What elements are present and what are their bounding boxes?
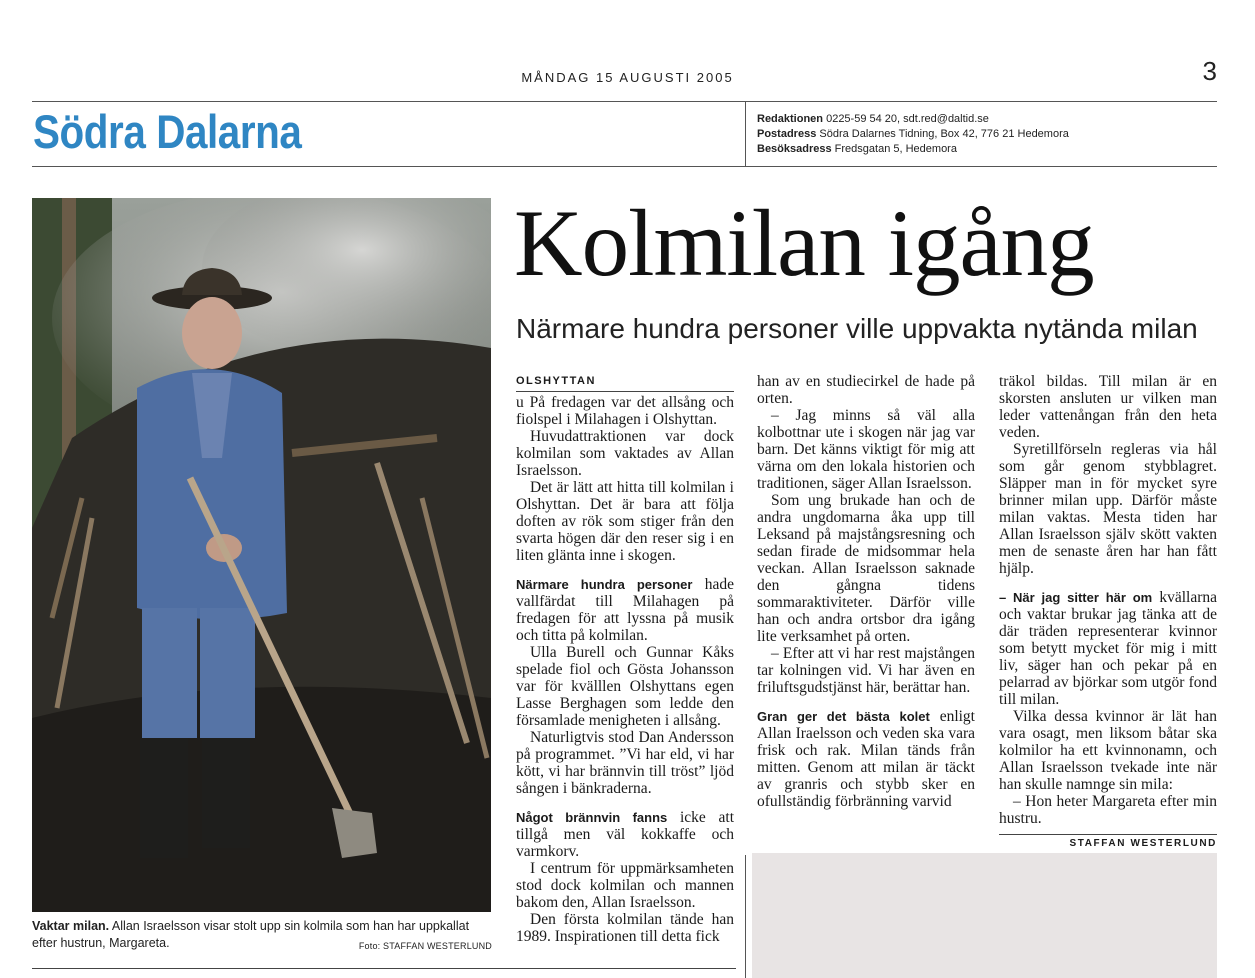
section-title: Södra Dalarna [33,105,302,158]
crosshead: – När jag sitter här om [999,590,1153,605]
paragraph: Det är lätt att hitta till kolmilan i Olshyttan. Det är bara att följa doften av rök som stiger från den svarta högen där den reser sig i en liten glänta inne i skogen. [516,479,734,564]
issue-date: MÅNDAG 15 AUGUSTI 2005 [521,70,734,85]
paragraph: han av en studiecirkel de hade på orten. [757,373,975,407]
paragraph: Den första kolmilan tände han 1989. Inspirationen till detta fick [516,911,734,945]
photo-caption [32,918,492,952]
paragraph: Huvudattraktionen var dock kolmilan som vaktades av Allan Israelsson. [516,428,734,479]
contact-info [757,112,1069,157]
paragraph: Som ung brukade han och de andra ungdomarna åka upp till Leksand på majstångsresning och sedan firade de midsommar hela veckan. Allan Israelsson saknade den gångna tidens sommaraktiviteter. Därför ville han och andra ortsbor dra igång lite verksamhet på orten. [757,492,975,645]
paragraph: träkol bildas. Till milan är en skorsten ansluten ur vilken man leder vattenångan från den heta veden. [999,373,1217,441]
article-column-3 [999,373,1217,827]
masthead-top-rule [32,101,1217,102]
paragraph: – När jag sitter här om kvällarna och vaktar brukar jag tänka att de där träden representerar kvinnor som betytt mycket för mig i mitt liv, säger han och pekar på en pelarrad av björkar som utgör fond till milan. [999,589,1217,708]
dateline: OLSHYTTAN [516,373,734,392]
contact-line-postal: Postadress Södra Dalarnes Tidning, Box 42, 776 21 Hedemora [757,128,1069,140]
subheadline: Närmare hundra personer ville uppvakta nytända milan [516,313,1198,344]
article-photo [32,198,491,912]
bottom-rule [32,968,736,969]
caption-text: Allan Israelsson visar stolt upp sin kolmila som han har uppkallat efter hustrun, Margareta. [32,919,470,950]
paragraph: Gran ger det bästa kolet enligt Allan Iraelsson och veden ska vara frisk och rak. Milan tänds från mitten. Genom att milan är täckt av granris och stybb sker en ofullständig förbränning varvid [757,708,975,810]
paragraph: Vilka dessa kvinnor är lät han vara osagt, men liksom båtar ska kolmilor ha ett kvinnonamn, och Allan Israelsson tvekade inte när han skulle namnge sin mila: [999,708,1217,793]
paragraph: – Hon heter Margareta efter min hustru. [999,793,1217,827]
paragraph: Något brännvin fanns icke att tillgå men väl kokkaffe och varmkorv. [516,809,734,860]
crosshead: Något brännvin fanns [516,810,668,825]
paragraph: u På fredagen var det allsång och fiolspel i Milahagen i Olshyttan. [516,394,734,428]
paragraph: Närmare hundra personer hade vallfärdat till Milahagen på fredagen för att lyssna på musik och titta på kolmilan. [516,576,735,644]
ad-placeholder [752,853,1217,978]
paragraph: Naturligtvis stod Dan Andersson på programmet. ”Vi har eld, vi har kött, vi har brännvin till tröst” ljöd sången i bänkraderna. [516,729,734,797]
paragraph: Ulla Burell och Gunnar Kåks spelade fiol och Gösta Johansson var för kvälllen Olshyttans egen Lasse Berghagen som ledde den församlade menigheten i allsång. [516,644,734,729]
crosshead: Närmare hundra personer [516,577,693,592]
headline: Kolmilan igång [514,190,1094,296]
masthead-divider [745,102,746,166]
paragraph: Syretillförseln regleras via hål som går genom stybblagret. Släpper man in för mycket syre brinner milan upp. Därför måste milan vaktas. Mesta tiden har Allan Israelsson själv skött vakten men de senaste åren har han fått hjälp. [999,441,1217,577]
article-column-1 [516,373,734,945]
contact-line-editorial: Redaktionen 0225-59 54 20, sdt.red@daltid.se [757,113,989,125]
paragraph: I centrum för uppmärksamheten stod dock kolmilan och mannen bakom den, Allan Israelsson. [516,860,734,911]
article-column-2 [757,373,975,810]
column-divider [745,855,746,978]
photo-illustration [32,198,491,912]
paragraph: – Jag minns så väl alla kolbottnar ute i skogen när jag var barn. Det känns viktigt för mig att värna om den lokala historien och traditionen, säger Allan Israelsson. [757,407,975,492]
crosshead: Gran ger det bästa kolet [757,709,930,724]
page-number: 3 [1202,56,1217,86]
caption-lead: Vaktar milan. [32,919,110,933]
photo-credit: Foto: STAFFAN WESTERLUND [358,941,492,951]
masthead-bottom-rule [32,166,1217,167]
paragraph: – Efter att vi har rest majstången tar kolningen vid. Vi har även en friluftsgudstjänst här, berättar han. [757,645,975,696]
byline: STAFFAN WESTERLUND [999,834,1217,849]
contact-line-visit: Besöksadress Fredsgatan 5, Hedemora [757,143,957,155]
